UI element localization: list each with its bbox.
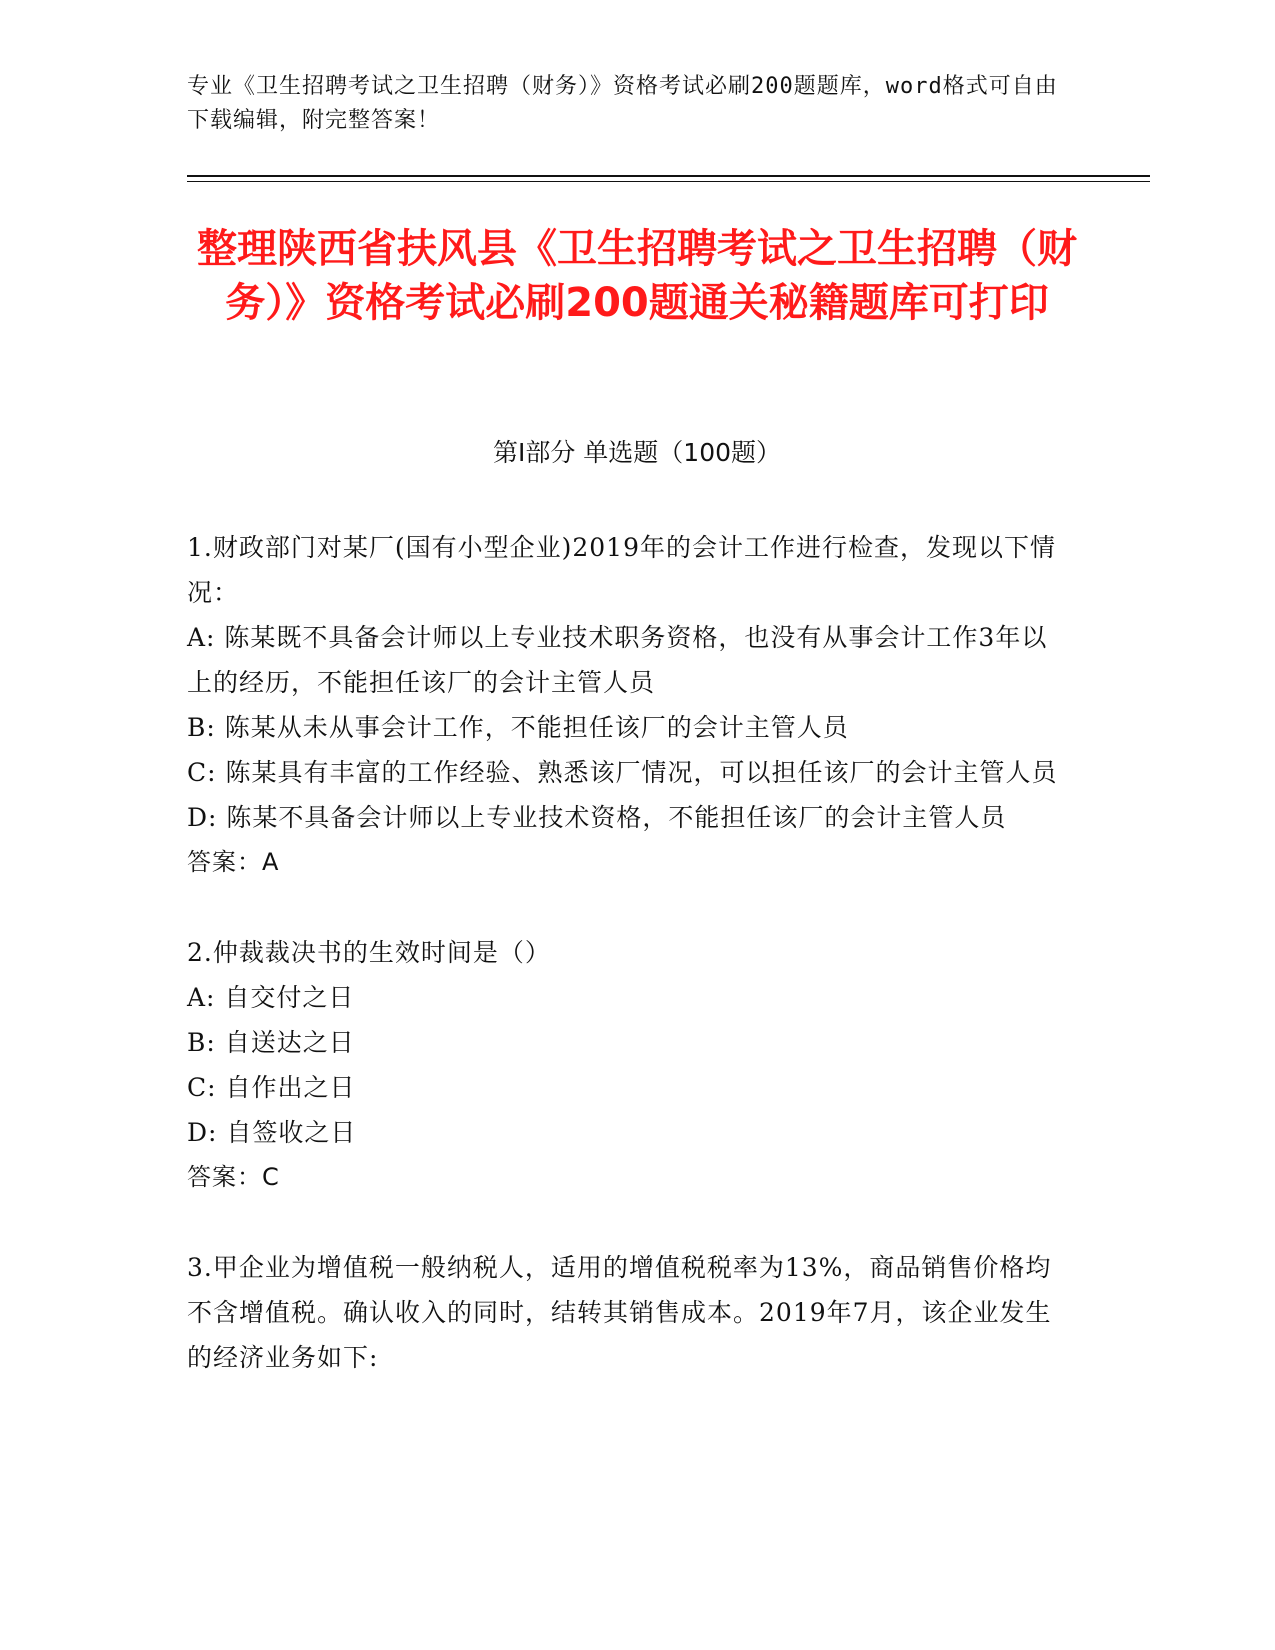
question-2	[187, 930, 1067, 1200]
option-d: D: 陈某不具备会计师以上专业技术资格，不能担任该厂的会计主管人员	[187, 803, 1007, 832]
document-title: 整理陕西省扶风县《卫生招聘考试之卫生招聘（财务）》资格考试必刷200题通关秘籍题库可打印	[197, 226, 1077, 326]
option-c: C: 陈某具有丰富的工作经验、熟悉该厂情况，可以担任该厂的会计主管人员	[187, 758, 1058, 787]
header-note: 专业《卫生招聘考试之卫生招聘（财务）》资格考试必刷200题题库，word格式可自由下载编辑，附完整答案！	[187, 74, 1058, 133]
question-stem: 3.甲企业为增值税一般纳税人，适用的增值税税率为13%，商品销售价格均不含增值税。确认收入的同时，结转其销售成本。2019年7月，该企业发生的经济业务如下:	[187, 1253, 1052, 1372]
question-stem: 1.财政部门对某厂(国有小型企业)2019年的会计工作进行检查，发现以下情况：	[187, 533, 1056, 607]
answer: 答案：A	[187, 848, 280, 876]
question-spacer	[187, 885, 1067, 930]
question-3	[187, 1245, 1067, 1380]
question-stem: 2.仲裁裁决书的生效时间是（）	[187, 938, 551, 967]
question-spacer	[187, 1200, 1067, 1245]
option-a: A: 自交付之日	[187, 983, 355, 1012]
option-c: C: 自作出之日	[187, 1073, 356, 1102]
header-divider	[187, 175, 1150, 177]
section-heading: 第Ⅰ部分 单选题（100题）	[492, 438, 782, 467]
question-list	[187, 525, 1067, 1380]
option-b: B: 陈某从未从事会计工作，不能担任该厂的会计主管人员	[187, 713, 849, 742]
option-d: D: 自签收之日	[187, 1118, 357, 1147]
question-1	[187, 525, 1067, 885]
option-b: B: 自送达之日	[187, 1028, 355, 1057]
option-a: A: 陈某既不具备会计师以上专业技术职务资格，也没有从事会计工作3年以上的经历，不能担任该厂的会计主管人员	[187, 623, 1048, 697]
header-divider-thin	[187, 181, 1150, 182]
answer: 答案：C	[187, 1163, 280, 1191]
